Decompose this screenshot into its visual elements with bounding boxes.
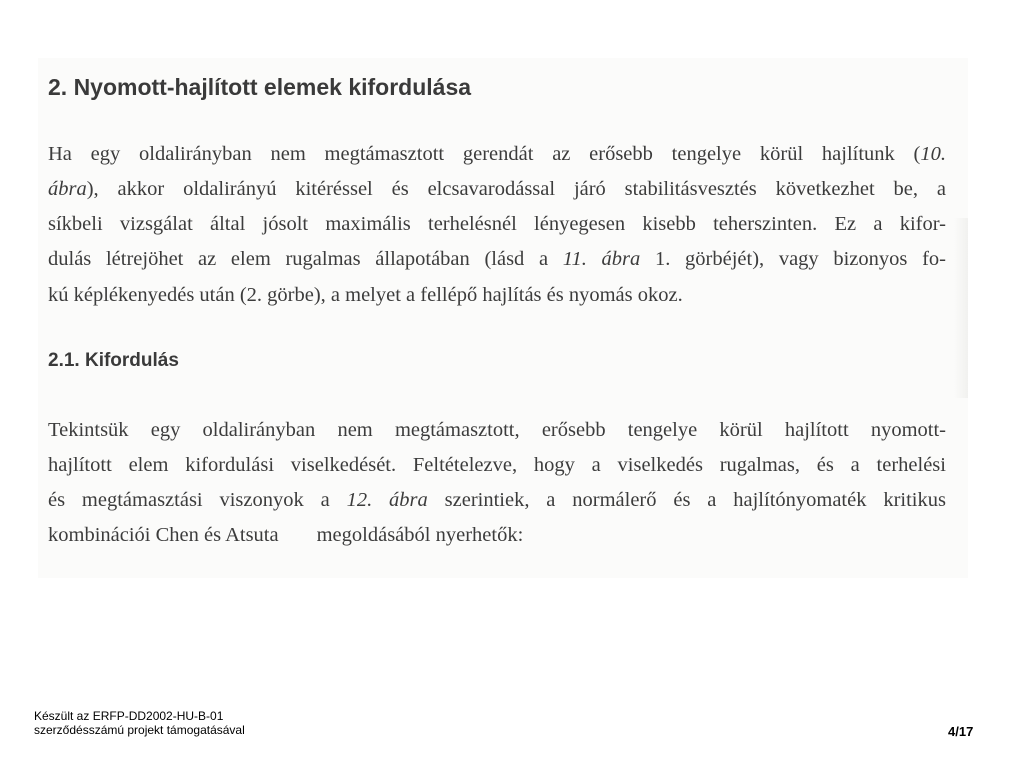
p2-l3-text-a: és megtámasztási viszonyok a: [48, 489, 347, 511]
paragraph1-line5: kú képlékenyedés után (2. görbe), a melyet a fellépő hajlítás és nyomás okoz.: [48, 284, 683, 306]
section-heading: 2. Nyomott-hajlított elemek kifordulása: [48, 74, 472, 100]
scan-edge-shadow: [954, 218, 968, 398]
p1-l4-text-a: dulás létrejöhet az elem rugalmas állapotában (lásd a: [48, 248, 563, 270]
paragraph2-line3: [48, 488, 946, 512]
p2-l4-text-b: megoldásából nyerhetők:: [316, 524, 524, 546]
paragraph1-line3: síkbeli vizsgálat által jósolt maximális terhelésnél lényegesen kisebb teherszinten. Ez a kifor-: [48, 213, 946, 235]
p1-l1-text: Ha egy oldalirányban nem megtámasztott gerendát az erősebb tengelye körül hajlítunk (: [48, 143, 921, 165]
p2-l3-text-c: szerintiek, a normálerő és a hajlítónyomaték kritikus: [427, 489, 946, 511]
paragraph1-line4: [48, 247, 946, 271]
figure-ref-abra: ábra: [48, 178, 87, 200]
footer-credit: [34, 709, 245, 737]
figure-ref-12: 12. ábra: [346, 489, 428, 511]
paragraph2-line2: hajlított elem kifordulási viselkedését. Feltételezve, hogy a viselkedés rugalmas, és a terhelési: [48, 454, 946, 476]
subsection-heading: 2.1. Kifordulás: [48, 350, 179, 371]
paragraph1-line1: [48, 142, 946, 166]
paragraph2-line4: [48, 523, 946, 547]
footer-credit-line1: Készült az ERFP-DD2002-HU-B-01: [34, 709, 224, 723]
figure-ref-10: 10.: [920, 143, 946, 165]
p1-l4-text-c: 1. görbéjét), vagy bizonyos fo-: [640, 248, 946, 270]
p2-l4-text-a: kombinációi Chen és Atsuta: [48, 524, 279, 546]
p1-l2-text: ), akkor oldalirányú kitéréssel és elcsavarodással járó stabilitásvesztés következhet be, a: [86, 178, 946, 200]
footer-credit-line2: szerződésszámú projekt támogatásával: [34, 723, 245, 737]
figure-ref-11: 11. ábra: [562, 248, 641, 270]
page-number: 4/17: [948, 724, 974, 739]
paragraph1-line2: [48, 177, 946, 201]
paragraph2-line1: Tekintsük egy oldalirányban nem megtámasztott, erősebb tengelye körül hajlított nyomott-: [48, 419, 946, 441]
